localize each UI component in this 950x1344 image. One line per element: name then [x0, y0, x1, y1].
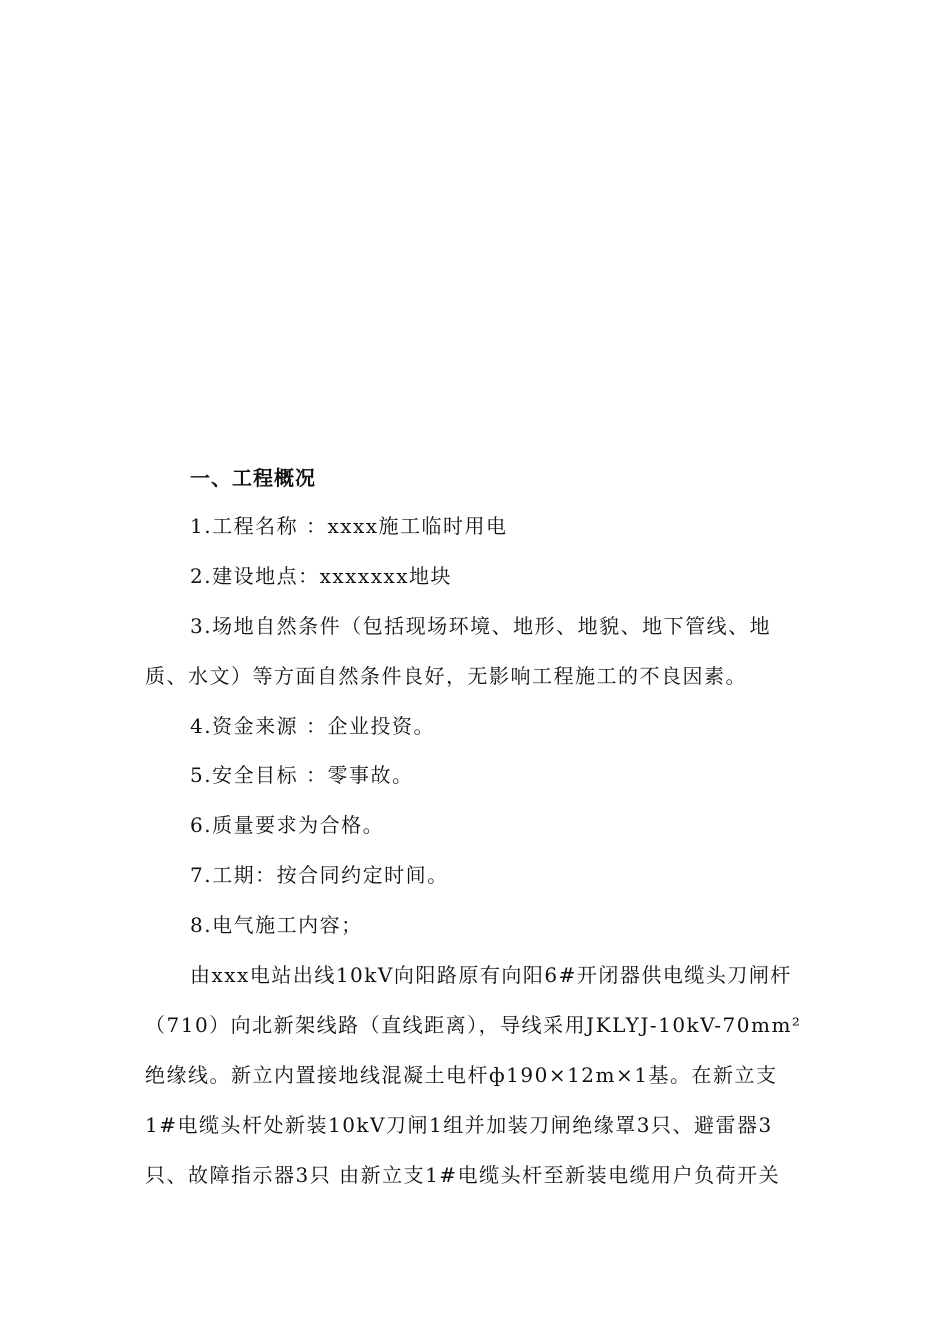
item-electrical-scope: 8.电气施工内容； [190, 913, 363, 937]
item-schedule: 7.工期：按合同约定时间。 [190, 863, 449, 887]
item-project-name: 1.工程名称 ：xxxx施工临时用电 [190, 514, 508, 538]
description-line: 1#电缆头杆处新装10kV刀闸1组并加装刀闸绝缘罩3只、避雷器3 [145, 1113, 773, 1137]
item-safety-goal: 5.安全目标 ：零事故。 [190, 763, 414, 787]
item-site-conditions: 3.场地自然条件（包括现场环境、地形、地貌、地下管线、地 [190, 614, 772, 638]
description-line: 由xxx电站出线10kV向阳路原有向阳6#开闭器供电缆头刀闸杆 [190, 963, 792, 987]
item-location: 2.建设地点：xxxxxxx地块 [190, 564, 453, 588]
description-line: 只、故障指示器3只 由新立支1#电缆头杆至新装电缆用户负荷开关 [145, 1163, 781, 1187]
description-line: （710）向北新架线路（直线距离），导线采用JKLYJ-10kV-70mm² [145, 1013, 802, 1037]
description-line: 绝缘线。新立内置接地线混凝土电杆ф190×12m×1基。在新立支 [145, 1063, 778, 1087]
item-quality: 6.质量要求为合格。 [190, 813, 385, 837]
section-title: 一、工程概况 [190, 466, 316, 490]
item-site-conditions-cont: 质、水文）等方面自然条件良好，无影响工程施工的不良因素。 [145, 664, 747, 688]
item-funding: 4.资金来源 ：企业投资。 [190, 714, 435, 738]
